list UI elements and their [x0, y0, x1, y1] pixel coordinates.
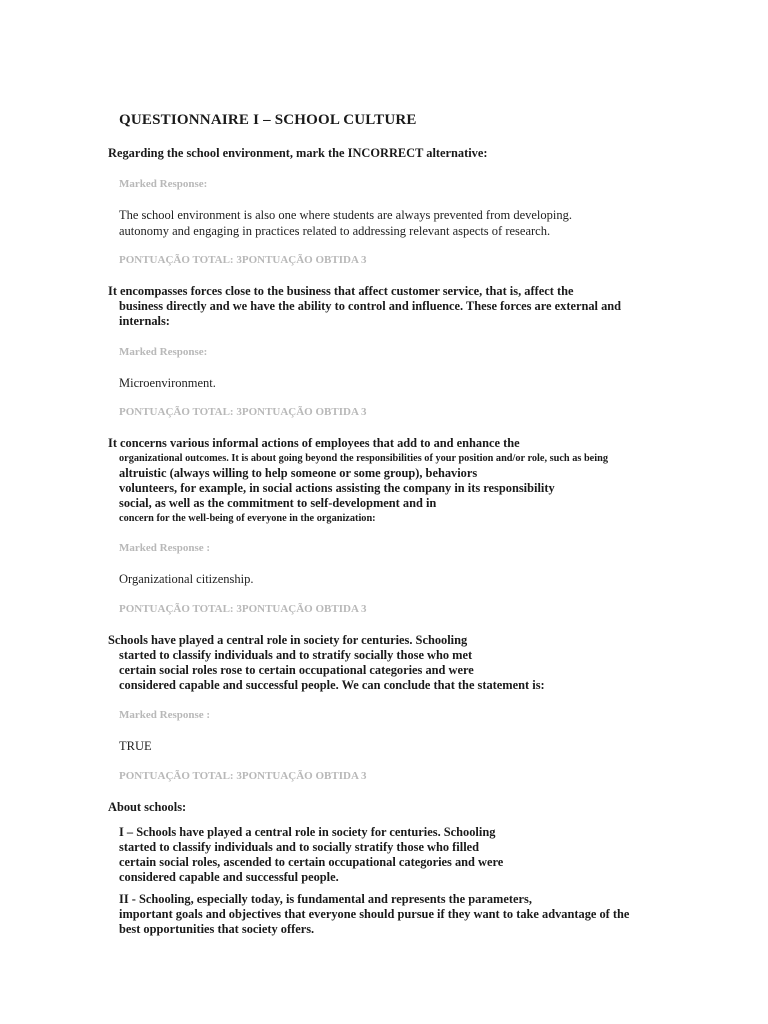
question-3-line-2: organizational outcomes. It is about going beyond the responsibilities of your position and/or role, such as being	[119, 453, 608, 464]
question-3-answer-line-1: Organizational citizenship.	[119, 572, 254, 586]
question-2-marked-label: Marked Response:	[119, 346, 208, 358]
question-3-answer	[119, 572, 679, 588]
statement-1-line-3: certain social roles, ascended to certain occupational categories and were	[119, 855, 504, 869]
question-3-prompt	[97, 436, 697, 526]
question-1-prompt	[97, 146, 697, 161]
question-3-line-5: social, as well as the commitment to self-development and in	[119, 496, 437, 510]
question-5-statement-1	[119, 825, 679, 885]
question-4-score: PONTUAÇÃO TOTAL: 3PONTUAÇÃO OBTIDA 3	[119, 770, 367, 782]
question-4-line-1: Schools have played a central role in society for centuries. Schooling	[108, 633, 468, 647]
question-2-prompt	[97, 284, 697, 329]
question-2-line-2: business directly and we have the ability to control and influence. These forces are external and	[119, 299, 622, 313]
question-1-marked-label: Marked Response:	[119, 178, 208, 190]
statement-2-line-1: II - Schooling, especially today, is fundamental and represents the parameters,	[119, 892, 532, 906]
page-title: QUESTIONNAIRE I – SCHOOL CULTURE	[119, 112, 417, 128]
statement-2-line-3: best opportunities that society offers.	[119, 922, 315, 936]
statement-1-line-4: considered capable and successful people.	[119, 870, 339, 884]
statement-2-line-2: important goals and objectives that everyone should pursue if they want to take advantage of the	[119, 907, 630, 921]
question-4-marked-label: Marked Response :	[119, 709, 211, 721]
question-3-score: PONTUAÇÃO TOTAL: 3PONTUAÇÃO OBTIDA 3	[119, 603, 367, 615]
question-3-line-3: altruistic (always willing to help someone or some group), behaviors	[119, 466, 478, 480]
question-1-score: PONTUAÇÃO TOTAL: 3PONTUAÇÃO OBTIDA 3	[119, 254, 367, 266]
question-4-prompt	[97, 633, 697, 693]
question-4-line-2: started to classify individuals and to stratify socially those who met	[119, 648, 473, 662]
question-3-marked-label: Marked Response :	[119, 542, 211, 554]
question-4-answer-line-1: TRUE	[119, 739, 152, 753]
question-3-line-4: volunteers, for example, in social actions assisting the company in its responsibility	[119, 481, 555, 495]
question-1-answer-line-2: autonomy and engaging in practices related to addressing relevant aspects of research.	[119, 223, 551, 238]
question-5-prompt	[97, 800, 697, 815]
question-4-answer	[119, 739, 679, 755]
question-3-line-6: concern for the well-being of everyone in the organization:	[119, 513, 376, 524]
question-5-statement-2	[119, 892, 679, 937]
question-1-answer	[119, 208, 679, 239]
question-3-line-1: It concerns various informal actions of employees that add to and enhance the	[108, 436, 520, 450]
question-2-score: PONTUAÇÃO TOTAL: 3PONTUAÇÃO OBTIDA 3	[119, 406, 367, 418]
question-5-line-1: About schools:	[108, 800, 187, 814]
question-2-answer	[119, 376, 679, 392]
question-2-answer-line-1: Microenvironment.	[119, 376, 216, 390]
question-4-line-3: certain social roles rose to certain occupational categories and were	[119, 663, 474, 677]
question-1-line-1: Regarding the school environment, mark the INCORRECT alternative:	[108, 146, 488, 160]
question-4-line-4: considered capable and successful people. We can conclude that the statement is:	[119, 678, 545, 692]
question-2-line-1: It encompasses forces close to the business that affect customer service, that is, affect the	[108, 284, 574, 298]
question-1-answer-line-1: The school environment is also one where students are always prevented from developing.	[119, 208, 572, 222]
statement-1-line-1: I – Schools have played a central role in society for centuries. Schooling	[119, 825, 496, 839]
statement-1-line-2: started to classify individuals and to socially stratify those who filled	[119, 840, 480, 854]
question-2-line-3: internals:	[119, 314, 170, 328]
